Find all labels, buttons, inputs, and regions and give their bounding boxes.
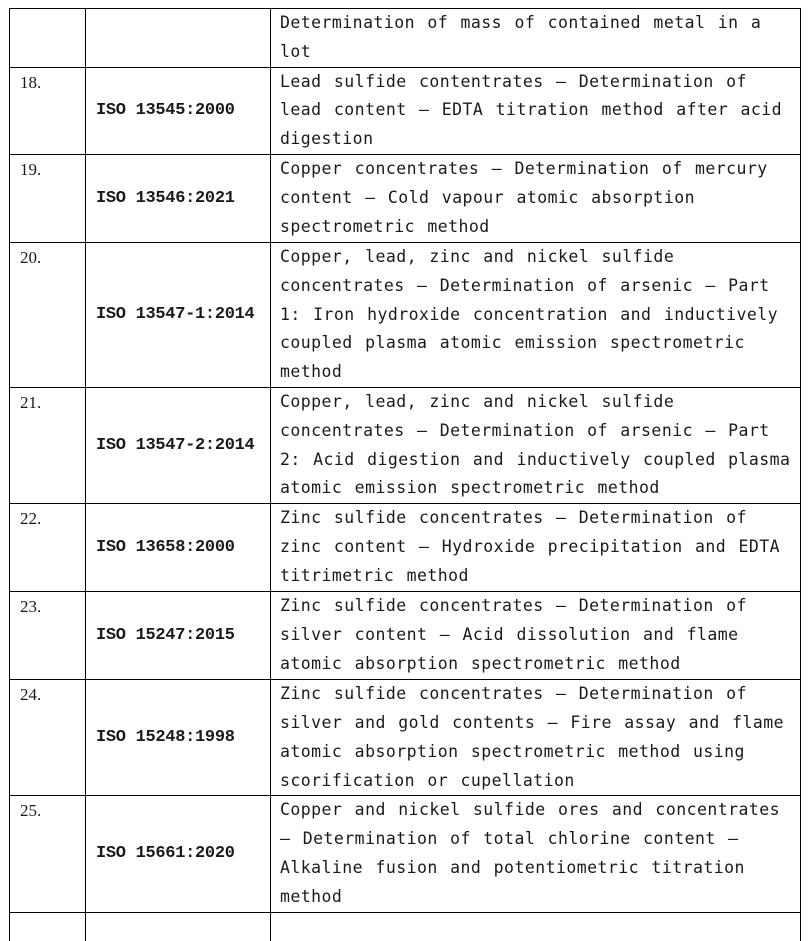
row-number: 20.	[10, 242, 86, 387]
standard-code: ISO 15248:1998	[86, 680, 271, 796]
table-row	[10, 67, 801, 154]
standard-title: Copper concentrates — Determination of mercury content — Cold vapour atomic absorption spectrometric method	[271, 154, 801, 242]
row-number: 19.	[10, 154, 86, 242]
standard-title: Zinc sulfide concentrates — Determination of silver and gold contents — Fire assay and flame atomic absorption spectrometric method using scorification or cupellation	[271, 680, 801, 796]
standard-title: Copper and nickel sulfide ores and concentrates — Determination of total chlorine content — Alkaline fusion and potentiometric titration method	[271, 796, 801, 912]
row-number: 18.	[10, 67, 86, 154]
standard-title: Zinc sulfide concentrates — Determination of zinc content — Hydroxide precipitation and EDTA titrimetric method	[271, 504, 801, 592]
table-row	[10, 680, 801, 796]
standard-code: ISO 13547-1:2014	[86, 242, 271, 387]
standard-title: Lead sulfide contentrates — Determination of lead content — EDTA titration method after acid digestion	[271, 67, 801, 154]
standard-title: Determination of mass of contained metal in a lot	[271, 9, 801, 68]
standard-title: Copper, lead, zinc and nickel sulfide concentrates — Determination of arsenic — Part 1: Iron hydroxide concentration and inductively coupled plasma atomic emission spectrometric method	[271, 242, 801, 387]
standard-title	[271, 912, 801, 941]
standard-code: ISO 13547-2:2014	[86, 387, 271, 503]
row-number: 22.	[10, 504, 86, 592]
standard-code: ISO 13546:2021	[86, 154, 271, 242]
row-number	[10, 9, 86, 68]
standard-code	[86, 9, 271, 68]
table-row	[10, 504, 801, 592]
standard-code: ISO 13545:2000	[86, 67, 271, 154]
standard-title: Zinc sulfide concentrates — Determination of silver content — Acid dissolution and flame atomic absorption spectrometric method	[271, 592, 801, 680]
standard-code: ISO 13658:2000	[86, 504, 271, 592]
standard-code: ISO 15247:2015	[86, 592, 271, 680]
row-number	[10, 912, 86, 941]
table-row	[10, 592, 801, 680]
table-row	[10, 9, 801, 68]
table-row	[10, 242, 801, 387]
standard-title: Copper, lead, zinc and nickel sulfide concentrates — Determination of arsenic — Part 2: Acid digestion and inductively coupled plasma atomic emission spectrometric method	[271, 387, 801, 503]
row-number: 23.	[10, 592, 86, 680]
row-number: 25.	[10, 796, 86, 912]
table-row	[10, 154, 801, 242]
row-number: 24.	[10, 680, 86, 796]
standards-table	[9, 8, 801, 941]
table-row	[10, 912, 801, 941]
standard-code	[86, 912, 271, 941]
table-row	[10, 796, 801, 912]
standard-code: ISO 15661:2020	[86, 796, 271, 912]
row-number: 21.	[10, 387, 86, 503]
table-row	[10, 387, 801, 503]
